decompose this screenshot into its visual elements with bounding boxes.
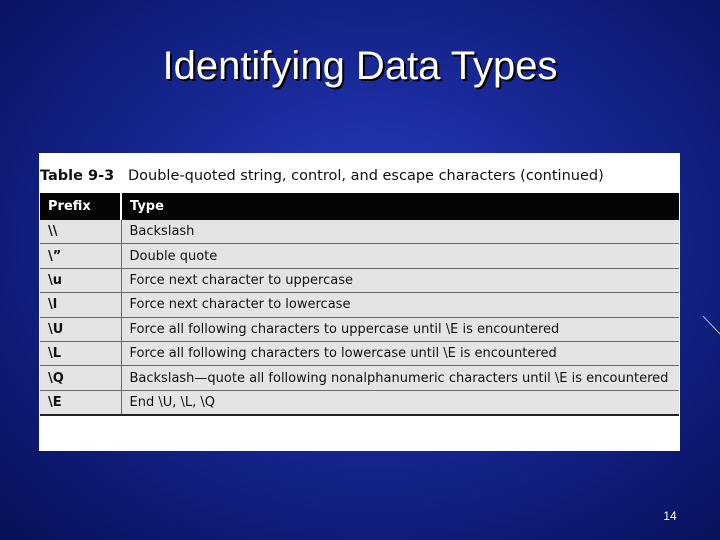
type-cell: Force all following characters to lowercase until \E is encountered — [121, 341, 679, 365]
table-header-row — [40, 193, 679, 220]
table-row — [40, 390, 679, 415]
table-row — [40, 293, 679, 317]
prefix-cell: \u — [40, 268, 121, 292]
table-row — [40, 366, 679, 390]
type-cell: Double quote — [121, 244, 679, 268]
escape-characters-table — [40, 193, 679, 416]
slide-title: Identifying Data Types — [162, 44, 558, 88]
table-caption-text: Double-quoted string, control, and escape characters (continued) — [128, 168, 604, 184]
type-cell: Force all following characters to uppercase until \E is encountered — [121, 317, 679, 341]
prefix-cell: \\ — [40, 220, 121, 244]
prefix-cell: \L — [40, 341, 121, 365]
prefix-cell: \E — [40, 390, 121, 415]
prefix-cell: \l — [40, 293, 121, 317]
table-number: Table 9-3 — [40, 168, 115, 184]
column-header-type: Type — [121, 193, 679, 220]
table-row — [40, 341, 679, 365]
type-cell: Backslash — [121, 220, 679, 244]
prefix-cell: \U — [40, 317, 121, 341]
decorative-line — [700, 316, 720, 336]
prefix-cell: \” — [40, 244, 121, 268]
table-row — [40, 220, 679, 244]
table-figure — [39, 153, 680, 451]
page-number: 14 — [663, 509, 677, 523]
table-caption — [39, 168, 680, 190]
type-cell: Force next character to uppercase — [121, 268, 679, 292]
column-header-prefix: Prefix — [40, 193, 121, 220]
type-cell: Backslash—quote all following nonalphanumeric characters until \E is encountered — [121, 366, 679, 390]
type-cell: Force next character to lowercase — [121, 293, 679, 317]
table-row — [40, 317, 679, 341]
type-cell: End \U, \L, \Q — [121, 390, 679, 415]
prefix-cell: \Q — [40, 366, 121, 390]
table-row — [40, 244, 679, 268]
table-row — [40, 268, 679, 292]
